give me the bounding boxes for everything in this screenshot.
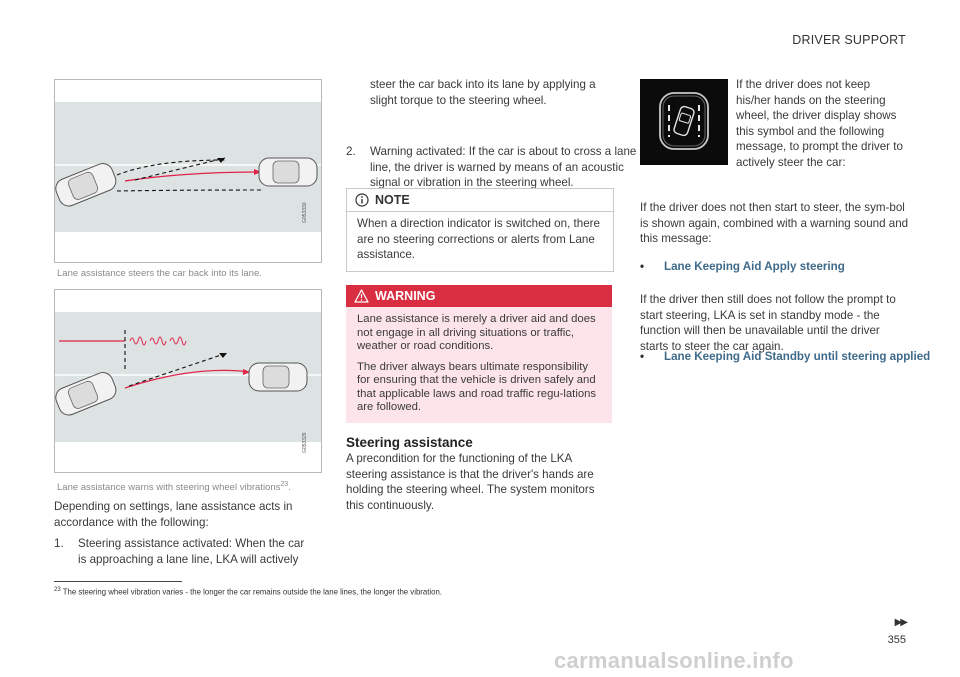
standby-paragraph: If the driver then still does not follow the prompt to start steering, LKA is set in standby mode - the function will then be unavailable until the driver starts to steer the car again. — [640, 293, 896, 353]
footnote — [54, 587, 442, 597]
message-apply-steering — [640, 259, 934, 274]
note-header — [347, 189, 613, 212]
list-item-1-continued: steer the car back into its lane by applying a slight torque to the steering wheel. — [370, 78, 596, 107]
steering-symbol-display — [640, 79, 728, 165]
list-item-1 — [54, 536, 314, 567]
message-apply-steering-text: Lane Keeping Aid Apply steering — [664, 259, 845, 273]
list-item-2-text: Warning activated: If the car is about to cross a lane line, the driver is warned by means of an acoustic signal or vibration in the steering wheel. — [370, 145, 637, 189]
warning-header — [346, 285, 612, 307]
warning-paragraph-1: Lane assistance is merely a driver aid and does not engage in all driving situations or traffic, weather or road conditions. — [357, 313, 596, 352]
figure2-code: G053329 — [302, 432, 308, 453]
warning-paragraph-2: The driver always bears ultimate responsibility for ensuring that the vehicle is driven safely and that applicable laws and road traffic regu-lations are followed. — [357, 360, 597, 413]
figure-lane-warning — [54, 289, 322, 473]
repeat-warning-paragraph: If the driver does not then start to steer, the sym-bol is shown again, combined with a warning sound and this message: — [640, 201, 909, 245]
section-header: DRIVER SUPPORT — [792, 33, 906, 47]
page-number: 355 — [887, 634, 906, 646]
lane-warning-illustration — [55, 290, 321, 472]
figure1-caption: Lane assistance steers the car back into its lane. — [57, 268, 262, 279]
warning-triangle-icon — [354, 289, 369, 303]
watermark: carmanualsonline.info — [554, 648, 794, 673]
list-number-1: 1. — [54, 537, 64, 550]
warning-box — [346, 285, 612, 423]
note-text: When a direction indicator is switched on, there are no steering corrections or alerts from Lane assistance. — [357, 217, 600, 261]
figure2-caption-text: Lane assistance warns with steering wheel vibrations — [57, 482, 281, 494]
warning-body — [346, 307, 612, 423]
message-standby-text: Lane Keeping Aid Standby until steering applied — [664, 349, 931, 363]
steering-assistance-heading: Steering assistance — [346, 435, 473, 450]
list-item-1-text: Steering assistance activated: When the car is approaching a lane line, LKA will actively — [78, 537, 305, 566]
note-title: NOTE — [375, 193, 410, 207]
bullet-dot: • — [640, 259, 645, 273]
steering-assistance-text: A precondition for the functioning of the LKA steering assistance is that the driver's hands are holding the steering wheel. The system monitors this continuously. — [346, 452, 595, 512]
symbol-description: If the driver does not keep his/her hands on the steering wheel, the driver display shows this symbol and the following message, to prompt the driver to actively steer the car: — [736, 78, 903, 169]
next-page-icon[interactable]: ▶▶ — [894, 617, 906, 628]
figure-lane-steering — [54, 79, 322, 263]
footnote-divider — [54, 581, 182, 582]
info-icon — [355, 193, 369, 207]
intro-paragraph: Depending on settings, lane assistance acts in accordance with the following: — [54, 500, 293, 529]
figure1-code: G053330 — [302, 202, 308, 223]
list-item-2 — [346, 144, 638, 191]
hands-on-wheel-icon — [640, 79, 728, 165]
footnote-number: 23 — [54, 587, 61, 593]
bullet-dot: • — [640, 349, 645, 363]
lane-steering-illustration — [55, 80, 321, 262]
figure2-caption — [57, 479, 291, 494]
figure2-caption-end: . — [288, 482, 291, 494]
list-number-2: 2. — [346, 145, 356, 158]
footnote-ref[interactable]: 23 — [280, 481, 289, 488]
note-box — [346, 188, 614, 272]
footnote-text: The steering wheel vibration varies - the longer the car remains outside the lane lines, the longer the vibration. — [62, 587, 442, 597]
warning-title: WARNING — [375, 289, 436, 303]
